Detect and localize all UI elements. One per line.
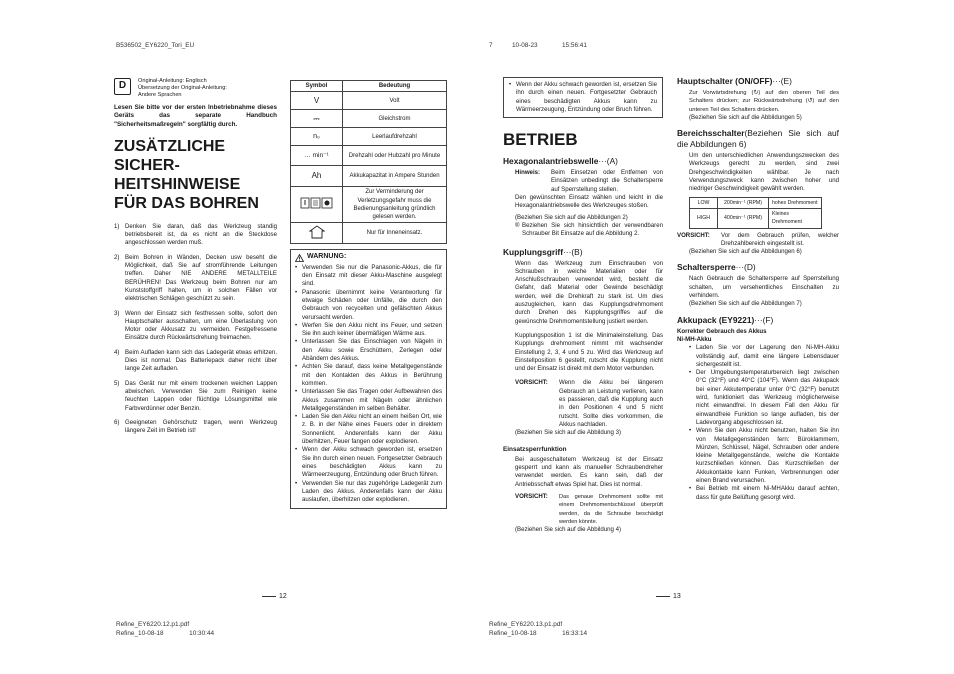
warning-item: • Unterlassen Sie das Einschlagen von Nägeln in den Akku sowie Erschüttern, Zerlegen oder Abändern des Akkus.: [295, 338, 442, 363]
meaning-cell: Volt: [343, 92, 447, 110]
page-number-label: 7: [489, 42, 493, 49]
language-note-line: Original-Anleitung: Englisch: [138, 78, 207, 84]
hex-shaft-text: Den gewünschten Einsatz wählen und leicht in die Hexagonalantriebswelle des Werkzeuges stoßen.: [515, 194, 663, 210]
symbol-cell: … min⁻¹: [291, 146, 343, 166]
hex-shaft-ref-text: (Beziehen Sie sich auf die Abbildungen 2): [515, 213, 628, 221]
caution-text: Vor dem Gebrauch prüfen, welcher Drehzahlbereich eingestellt ist.: [721, 231, 839, 247]
battery-item: • Der Umgebungstemperaturbereich liegt zwischen 0°C (32°F) und 40°C (104°F). Wenn das Akkupack bei einer Akkutemperatur unter 0°C (32°F) benutzt wird, funktioniert das Werkzeug möglicherweise nicht einwandfrei. In diesem Fall den Akku für einwandfreie Funktion so lange aufladen, bis der Ladevorgang abgeschlossen ist.: [689, 369, 839, 426]
warning-text: Achten Sie darauf, dass keine Metallgegenstände mit den Kontakten des Akkus in Berührung kommen.: [302, 363, 442, 387]
meaning-cell: Zur Verminderung der Verletzungsgefahr muss die Bedienungsanleitung gründlich gelesen werden.: [343, 187, 447, 223]
hex-shaft-heading: [503, 156, 663, 167]
list-item: [114, 349, 277, 374]
clutch-heading: [503, 247, 663, 258]
battery-item-text: Der Umgebungstemperaturbereich liegt zwischen 0°C (32°F) und 40°C (104°F). Wenn das Akkupack bei einer Akkutemperatur unter 0°C (32°F) benutzt wird, funktioniert das Werkzeug möglicherweise nicht einwandfrei. In diesem Fall den Akku für einwandfreie Funktion so lange aufladen, bis der Ladevorgang abgeschlossen ist.: [696, 369, 839, 426]
clutch-title: Kupplungsgriff: [503, 246, 564, 257]
battery-warning-text: Wenn der Akku schwach geworden ist, ersetzen Sie ihn durch einen neuen. Fortgesetzter Gebrauch eines beschädigten Akkus kann zu Wärmeerzeugung, Entzündung oder Bruch führen.: [516, 81, 657, 113]
main-switch-text: Zur Vorwärtsdrehung (↻) auf den oberen Teil des Schalters drücken; zur Rückwärtsdrehung (↺) auf den unteren Teil des Schalters drücken.: [689, 90, 839, 113]
left-column-1: [114, 78, 277, 441]
left-column-2: [290, 80, 448, 509]
warning-item: • Wenn der Akku schwach geworden ist, ersetzen Sie ihn durch einen neuen. Fortgesetzter Gebrauch eines beschädigten Akkus kann zu Wärmeerzeugung, Entzündung oder Bruch führen.: [295, 446, 442, 479]
battery-item-text: Bei Betrieb mit einem Ni-MHAkku darauf achten, dass für gute Belüftung gesorgt wird.: [696, 485, 839, 501]
warning-item: • Laden Sie den Akku nicht an einem heißen Ort, wie z. B. in der Nähe eines Feuers oder in direktem Sonnenlicht. Anderenfalls kann der Akku überhitzen, Feuer fangen oder explodieren.: [295, 413, 442, 446]
footer-right-file: Refine_EY6220.13.p1.pdf: [489, 621, 563, 628]
footer-right-date: Refine_10-08-18: [489, 630, 537, 637]
operation-title: BETRIEB: [503, 130, 578, 150]
battery-pack-title: Akkupack (EY9221): [677, 314, 755, 325]
footer-left-file: Refine_EY6220.12.p1.pdf: [116, 621, 190, 628]
clutch-text: Wenn das Werkzeug zum Einschrauben von Schrauben in weiche Materialien oder für Anschlußschrauben verwendet wird, besteht die Gefahr, daß Material oder Gewinde beschädigt werden, weil die Drehkraft zu stark ist. Um dies auszugleichen, kann das Kupplungsdrehmoment durch Drehen des Kupplungsgriffes auf die gewünschte Drehmomentstellung justiert werden.: [515, 259, 663, 325]
list-number: 4): [114, 348, 120, 356]
caution-label: VORSICHT:: [677, 231, 710, 239]
time-label: 15:56:41: [562, 42, 587, 49]
file-name-label: B536502_EY6220_Tori_EU: [116, 42, 195, 49]
warning-text: Wenn der Akku schwach geworden ist, ersetzen Sie ihn durch einen neuen. Fortgesetzter Gebrauch eines beschädigten Akkus kann zu Wärmeerzeugung, Entzündung oder Bruch führen.: [302, 446, 442, 479]
switch-lock-ref: ···(D): [735, 262, 756, 273]
right-column-2: [677, 72, 839, 502]
hex-shaft-ref: ···(A): [598, 156, 618, 167]
lock-function-ref-text: (Beziehen Sie sich auf die Abbildung 4): [515, 526, 622, 534]
clutch-caution: [503, 379, 663, 429]
meaning-cell: Nur für Inneneinsatz.: [343, 223, 447, 244]
right-page-number: [656, 593, 681, 600]
right-column-1: [503, 77, 663, 537]
warning-item: • Werfen Sie den Akku nicht ins Feuer, und setzen Sie ihn auch keiner übermäßigen Wärme aus.: [295, 321, 442, 338]
list-item: [114, 419, 277, 436]
footer-left: [116, 620, 214, 638]
range-switch-ref: (Beziehen Sie sich auf die Abbildungen 6): [677, 128, 839, 150]
mode-cell: HIGH: [690, 208, 718, 228]
main-switch-ref-text: (Beziehen Sie sich auf die Abbildungen 5): [689, 113, 802, 121]
warning-item: • Verwenden Sie nur die Panasonic-Akkus, die für den Einsatz mit dieser Akku-Maschine ausgelegt sind.: [295, 263, 442, 288]
symbol-cell: Ah: [291, 166, 343, 187]
symbol-cell: [291, 223, 343, 244]
warning-title: WARNUNG:: [307, 253, 347, 261]
list-text: Beim Bohren in Wänden, Decken usw beseht die Möglichkeit, daß Sie auf stromführende Leitungen treffen. Daher NIE ANDERE METALLTEILE BERÜHREN! Das Werkzeug beim Bohren nur am Kunststoffgriff halten, um in solchen Fällen vor elektrischen Schlägen geschützt zu sein.: [125, 253, 277, 303]
caution-label: VORSICHT:: [515, 379, 548, 387]
indoor-use-icon: [309, 225, 325, 239]
footer-right-date-row: [489, 629, 587, 638]
hex-shaft-hint: [503, 169, 663, 194]
symbol-table: [290, 80, 447, 244]
symbol-cell: V: [291, 92, 343, 110]
table-row: [690, 208, 822, 228]
language-block: [114, 78, 277, 99]
list-number: 1): [114, 222, 120, 230]
section-title: ZUSÄTZLICHE SICHER-HEITSHINWEISE FÜR DAS BOHREN: [114, 137, 259, 212]
range-switch-text: Um den unterschiedlichen Anwendungszwecken des Werkzeugs gerecht zu werden, sind zwei Drehgeschwindigkeiten wählbar. Je nach Verwendungszweck kann zwischen hoher und niedriger Geschwindigkeit gewählt werden.: [689, 152, 839, 193]
main-switch-heading: [677, 76, 839, 87]
warning-box: [290, 249, 447, 509]
list-item: [114, 223, 277, 248]
battery-type-heading: Ni-MH-Akku: [677, 335, 712, 343]
list-text: Geeigneten Gehörschutz tragen, wenn Werkzeug längere Zeit im Betrieb ist!: [125, 418, 277, 435]
hex-shaft-note: ® Beziehen Sie sich hinsichtlich der verwendbaren Schrauber Bit Einsatze auf die Abbildung 2.: [515, 221, 663, 238]
warning-text: Unterlassen Sie das Einschlagen von Nägeln in den Akku sowie Erschüttern, Zerlegen oder Abändern des Akkus.: [302, 338, 442, 363]
caution-text: Das genaue Drehmoment sollte mit einem Drehmomentschlüssel überprüft werden, da die Schraube beschädigt werden könnte.: [559, 493, 663, 525]
right-page-number-text: 13: [673, 593, 681, 600]
list-number: 3): [114, 309, 120, 317]
hint-label: Hinweis:: [515, 169, 541, 177]
language-note-line: Übersetzung der Original-Anleitung:: [138, 85, 227, 91]
list-text: Denken Sie daran, daß das Werkzeug standig betriebsbereit ist, da es nicht an die Steckdose angeschlossen werden muß.: [125, 222, 277, 247]
hex-shaft-note-text: Beziehen Sie sich hinsichtlich der verwendbaren Schrauber Bit Einsatze auf die Abbildung 2.: [522, 221, 663, 238]
intro-text: Lesen Sie bitte vor der ersten Inbetriebnahme dieses Geräts das separate Handbuch "Sicherheitsmaßregeln" sorgfältig durch.: [114, 104, 277, 128]
hint-text: Beim Einsetzen oder Entfernen von Einsätzen unbedingt die Schaltersperre auf Sperrstellung stellen.: [551, 169, 663, 193]
speed-table: [689, 197, 822, 229]
table-row: [690, 197, 822, 208]
left-page-number: [262, 593, 287, 600]
footer-left-date-row: [116, 629, 214, 638]
battery-usage-heading: Korrekter Gebrauch des Akkus: [677, 327, 767, 335]
list-text: Das Gerät nur mit einem trockenen weichen Lappen abwischen. Verwenden Sie zum Reinigen keine feuchten Lappen oder flüchtige Lösungsmittel wie Farbverdünner oder Benzin.: [125, 379, 277, 412]
range-switch-heading: [677, 128, 839, 150]
language-note-line: Andere Sprachen: [138, 92, 182, 98]
warning-text: Unterlassen Sie das Tragen oder Aufbewahren des Akkus zusammen mit Nägeln oder ähnlichen Metallgegenständen im selben Behälter.: [302, 388, 442, 412]
rpm-cell: 400min⁻¹ (RPM): [718, 208, 769, 228]
language-note: [138, 78, 227, 99]
left-page-number-text: 12: [279, 593, 287, 600]
meaning-cell: Leerlaufdrehzahl: [343, 128, 447, 146]
battery-item: • Wenn Sie den Akku nicht benutzen, halten Sie ihn von Metallgegenständen fern: Büroklammern, Münzen, Schlüssel, Nägel, Schrauben oder andere kleine Metallgegenstände, welche die Kontakte kurzschließen können. Das Kurzschließen der Akkukontakte kann Funken, Verbrennungen oder einen Brand verursachen.: [689, 427, 839, 484]
warning-text: Laden Sie den Akku nicht an einem heißen Ort, wie z. B. in der Nähe eines Feuers oder in direktem Sonnenlicht. Anderenfalls kann der Akku überhitzen, Feuer fangen oder explodieren.: [302, 413, 442, 446]
table-header: Symbol: [291, 81, 343, 92]
list-text: Wenn der Einsatz sich festfressen sollte, sofort den Hauptschalter ausschalten, um eine Überlastung von Motor oder Akkusatz zu vermeiden. Festgefressene Einsätze durch Rückwärtsdrehung freimachen.: [125, 309, 277, 342]
list-item: [114, 380, 277, 413]
warning-item: • Unterlassen Sie das Tragen oder Aufbewahren des Akkus zusammen mit Nägeln oder ähnlichen Metallgegenständen im selben Behälter.: [295, 388, 442, 412]
warning-icon: [295, 254, 304, 262]
meaning-cell: Gleichstrom: [343, 110, 447, 128]
warning-title-row: [295, 253, 442, 261]
battery-pack-heading: [677, 315, 839, 326]
warning-text: Werfen Sie den Akku nicht ins Feuer, und setzen Sie ihn auch keiner übermäßigen Wärme aus.: [302, 321, 442, 338]
battery-item: • Bei Betrieb mit einem Ni-MHAkku darauf achten, dass für gute Belüftung gesorgt wird.: [689, 485, 839, 501]
warning-item: • Verwenden Sie nur das zugehörige Ladegerät zum Laden des Akkus. Anderenfalls kann der Akku auslaufen, überhitzen oder explodieren.: [295, 479, 442, 504]
list-number: 2): [114, 253, 120, 261]
table-header: Bedeutung: [343, 81, 447, 92]
warning-text: Verwenden Sie nur die Panasonic-Akkus, die für den Einsatz mit dieser Akku-Maschine ausgelegt sind.: [302, 263, 442, 288]
footer-left-time: 10:30:44: [189, 630, 215, 637]
range-switch-caution: [677, 232, 839, 249]
battery-warning-box: • Wenn der Akku schwach geworden ist, ersetzen Sie ihn durch einen neuen. Fortgesetzter Gebrauch eines beschädigten Akkus kann zu Wärmeerzeugung, Entzündung oder Bruch führen.: [503, 77, 663, 118]
meaning-cell: Akkukapazitat in Ampere Stunden: [343, 166, 447, 187]
caution-text: Wenn die Akku bei längerem Gebrauch an Leistung verlieren, kann es passieren, daß die Kupplung auch in den Positionen 4 und 5 nicht rutscht. Sollte dies vorkommen, die Akkus nachladen.: [559, 379, 663, 428]
switch-lock-text: Nach Gebrauch die Schaltersperre auf Sperrstellung schalten, um versehentliches Einschalten zu verhindern.: [689, 275, 839, 300]
language-badge: D: [114, 78, 131, 95]
symbol-cell: n₀: [291, 128, 343, 146]
warning-text: Panasonic übernimmt keine Verantwortung für etwaige Schäden oder Unfälle, die durch den Gebrauch von recycelten und gefälschten Akkus verursacht werden.: [302, 288, 442, 321]
range-switch-title: Bereichsschalter: [677, 128, 745, 139]
main-switch-ref: ···(E): [772, 76, 792, 86]
battery-item-text: Wenn Sie den Akku nicht benutzen, halten Sie ihn von Metallgegenständen fern: Büroklammern, Münzen, Schlüssel, Nägel, Schrauben oder andere kleine Metallgegenstände, welche die Kontakte kurzschließen können. Das Kurzschließen der Akkukontakte kann Funken, Verbrennungen oder einen Brand verursachen.: [696, 427, 839, 484]
main-switch-title: Hauptschalter (ON/OFF): [677, 76, 773, 86]
battery-item-text: Laden Sie vor der Lagerung den Ni-MH-Akku vollständig auf, damit eine längere Lebensdauer sichergestellt ist.: [696, 344, 839, 368]
list-item: [114, 254, 277, 304]
battery-item: • Laden Sie vor der Lagerung den Ni-MH-Akku vollständig auf, damit eine längere Lebensdauer sichergestellt ist.: [689, 344, 839, 368]
read-manual-icon: [300, 195, 334, 211]
range-switch-ref-text: (Beziehen Sie sich auf die Abbildungen 6): [689, 248, 802, 256]
clutch-ref: ···(B): [563, 246, 583, 257]
list-number: 5): [114, 379, 120, 387]
battery-pack-ref: ···(F): [754, 314, 774, 325]
switch-lock-ref-text: (Beziehen Sie sich auf die Abbildungen 7): [689, 300, 802, 308]
clutch-ref-text: (Beziehen Sie sich auf die Abbildung 3): [515, 429, 622, 437]
rpm-cell: 200min⁻¹ (RPM): [718, 197, 769, 208]
symbol-cell: [291, 187, 343, 223]
meaning-cell: Drehzahl oder Hubzahl pro Minute: [343, 146, 447, 166]
warning-text: Verwenden Sie nur das zugehörige Ladegerät zum Laden des Akkus. Anderenfalls kann der Akku auslaufen, überhitzen oder explodieren.: [302, 479, 442, 504]
footer-left-date: Refine_10-08-18: [116, 630, 164, 637]
clutch-text: Kupplungsposition 1 ist die Minimaleinstellung. Das Kupplungs drehmoment nimmt mit wachsender Einstellung 2, 3, 4 und 5 zu. Wird das Werkzeug auf Einstellposition 6 gestellt, rutscht die Kupplung nicht und der Einsatz ist direkt mit dem Motor verbunden.: [515, 331, 663, 373]
lock-function-text: Bei ausgeschaltetem Werkzeug ist der Einsatz gesperrt und kann als manueller Schraubendreher verwendet werden. Es kann sein, daß der Antriebsschaft etwas Spiel hat. Dies ist normal.: [515, 455, 663, 488]
symbol-cell: ⎓: [291, 110, 343, 128]
torque-cell: Kleines Drehmoment: [769, 208, 822, 228]
warning-item: • Panasonic übernimmt keine Verantwortung für etwaige Schäden oder Unfälle, die durch den Gebrauch von recycelten und gefälschten Akkus verursacht werden.: [295, 288, 442, 321]
warning-item: • Achten Sie darauf, dass keine Metallgegenstände mit den Kontakten des Akkus in Berührung kommen.: [295, 363, 442, 387]
mode-cell: LOW: [690, 197, 718, 208]
list-item: [114, 310, 277, 343]
list-text: Beim Aufladen kann sich das Ladegerät etwas erhitzen. Dies ist normal. Das Batteriepack daher nicht über lange Zeit aufladen.: [125, 348, 277, 373]
date-label: 10-08-23: [512, 42, 538, 49]
footer-right-time: 16:33:14: [562, 630, 588, 637]
list-number: 6): [114, 418, 120, 426]
footer-right: [489, 620, 587, 638]
torque-cell: hohes Drehmoment: [769, 197, 822, 208]
lock-function-title: Einsatzsperrfunktion: [503, 445, 567, 453]
hex-shaft-title: Hexagonalantriebswelle: [503, 156, 599, 167]
caution-label: VORSICHT:: [515, 492, 548, 500]
switch-lock-heading: [677, 262, 839, 273]
lock-function-caution: [503, 493, 663, 526]
switch-lock-title: Schaltersperre: [677, 262, 736, 273]
